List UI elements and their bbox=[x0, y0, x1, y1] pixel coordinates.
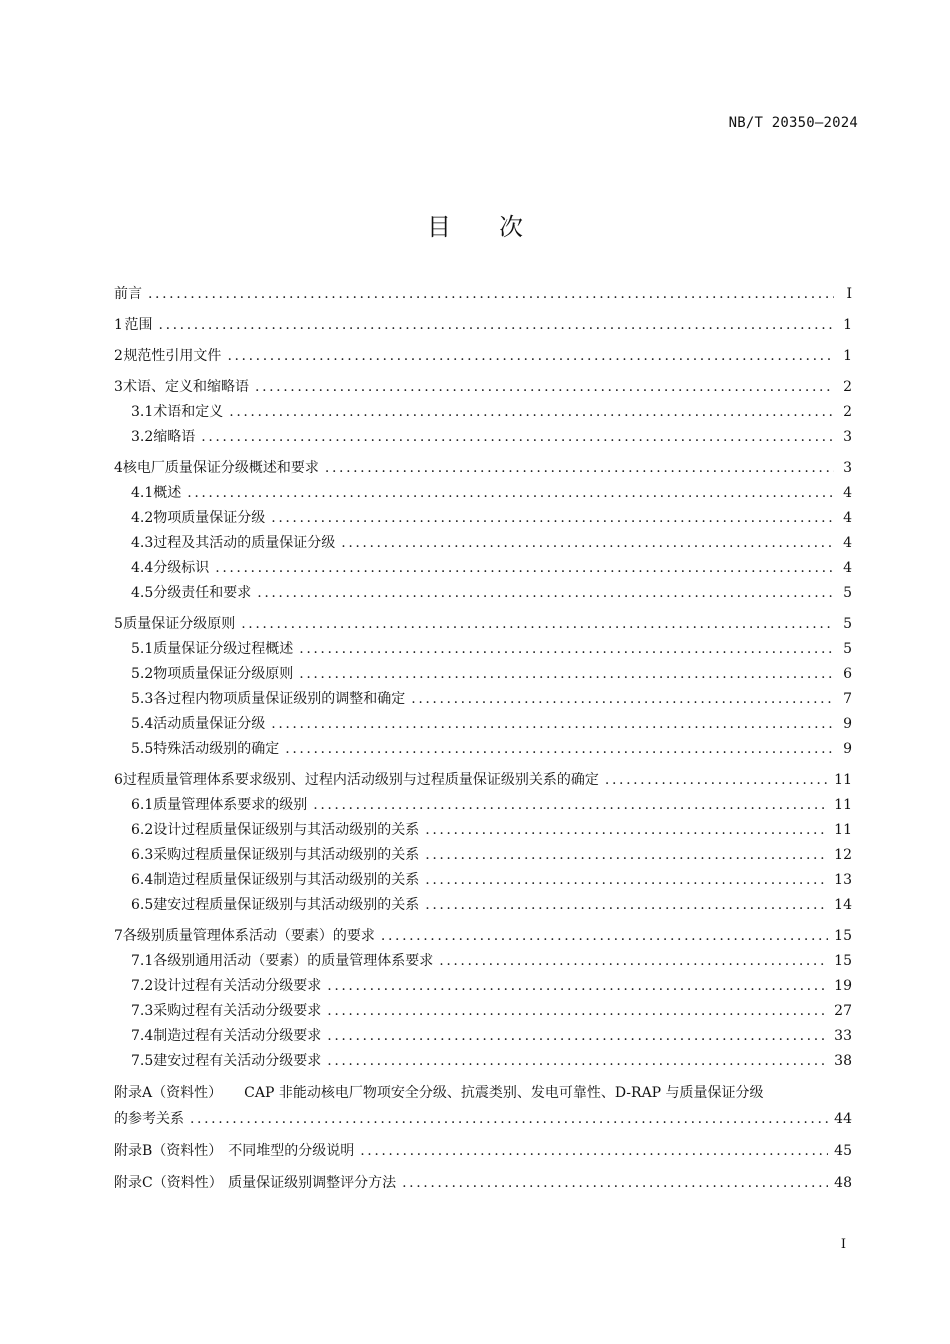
toc-entry-label: 过程及其活动的质量保证分级 bbox=[153, 535, 336, 551]
toc-entry[interactable] bbox=[114, 400, 852, 425]
toc-entry-label: 设计过程质量保证级别与其活动级别的关系 bbox=[153, 822, 420, 838]
leader-dots bbox=[360, 1138, 828, 1164]
toc-annex-c[interactable] bbox=[114, 1170, 852, 1196]
annex-a-prefix: 附录A（资料性） bbox=[114, 1085, 223, 1101]
toc-entry-label: 概述 bbox=[153, 485, 182, 501]
toc-entry[interactable] bbox=[114, 712, 852, 737]
leader-dots bbox=[313, 793, 828, 818]
toc-entry-number: 6.2 bbox=[131, 822, 154, 838]
toc-entry[interactable] bbox=[114, 375, 852, 400]
toc-entry-label: 物项质量保证分级 bbox=[153, 510, 266, 526]
toc-entry[interactable] bbox=[114, 818, 852, 843]
toc-entry-label: 核电厂质量保证分级概述和要求 bbox=[122, 460, 319, 476]
toc-entry[interactable] bbox=[114, 843, 852, 868]
leader-dots bbox=[187, 481, 834, 506]
toc-entry-number: 5 bbox=[114, 616, 123, 632]
toc-entry[interactable] bbox=[114, 737, 852, 762]
toc-entry-label: 各过程内物项质量保证级别的调整和确定 bbox=[153, 691, 406, 707]
leader-dots bbox=[425, 868, 828, 893]
toc-entry-number: 4.5 bbox=[131, 585, 154, 601]
toc-entry-label: 术语、定义和缩略语 bbox=[123, 379, 250, 395]
toc-entry-number: 3.2 bbox=[131, 429, 154, 445]
toc-entry-page: 13 bbox=[834, 872, 852, 888]
leader-dots bbox=[271, 506, 834, 531]
annex-b-prefix: 附录B（资料性） bbox=[114, 1143, 223, 1159]
toc-entry-page: 1 bbox=[843, 317, 852, 333]
toc-entry-page: 3 bbox=[843, 429, 852, 445]
toc-entry-page: 14 bbox=[834, 897, 852, 913]
toc-entry-number: 4.3 bbox=[131, 535, 154, 551]
toc-entry-page: 1 bbox=[843, 348, 852, 364]
toc-entry-page: 4 bbox=[843, 510, 852, 526]
leader-dots bbox=[299, 662, 834, 687]
annex-c-prefix: 附录C（资料性） bbox=[114, 1175, 223, 1191]
leader-dots bbox=[201, 425, 834, 450]
toc-entry-page: 2 bbox=[843, 404, 852, 420]
toc-entry-page: 3 bbox=[843, 460, 852, 476]
toc-entry-label: 质量保证分级过程概述 bbox=[153, 641, 294, 657]
toc-entry-number: 7 bbox=[114, 928, 123, 944]
toc-entry-label: 设计过程有关活动分级要求 bbox=[153, 978, 322, 994]
toc-entry-number: 2 bbox=[114, 348, 123, 364]
leader-dots bbox=[402, 1170, 828, 1196]
leader-dots bbox=[285, 737, 834, 762]
toc-entry-label: 过程质量管理体系要求级别、过程内活动级别与过程质量保证级别关系的确定 bbox=[122, 772, 599, 788]
toc-annex-a[interactable] bbox=[114, 1080, 852, 1132]
toc-entry-number: 3 bbox=[114, 379, 123, 395]
toc-entry-label: 活动质量保证分级 bbox=[153, 716, 266, 732]
toc-entry-number: 7.1 bbox=[131, 953, 154, 969]
toc-entry-label: 术语和定义 bbox=[153, 404, 224, 420]
toc-entry-label: 建安过程质量保证级别与其活动级别的关系 bbox=[153, 897, 420, 913]
toc-entry-number: 6 bbox=[114, 772, 123, 788]
toc-entry-page: 4 bbox=[843, 485, 852, 501]
leader-dots bbox=[257, 581, 834, 606]
toc-entry-page: 38 bbox=[834, 1053, 852, 1069]
toc-entry-label: 制造过程有关活动分级要求 bbox=[153, 1028, 322, 1044]
toc-entry-label: 规范性引用文件 bbox=[123, 348, 222, 364]
annex-b-page: 45 bbox=[834, 1143, 852, 1159]
toc-entry-page: 12 bbox=[834, 847, 852, 863]
toc-entry-number: 4.2 bbox=[131, 510, 154, 526]
leader-dots bbox=[241, 612, 834, 637]
toc-entry-page: 15 bbox=[834, 953, 852, 969]
leader-dots bbox=[255, 375, 834, 400]
toc-entry-page: 33 bbox=[834, 1028, 852, 1044]
toc-entry-number: 7.4 bbox=[131, 1028, 154, 1044]
toc-entry[interactable] bbox=[114, 637, 852, 662]
toc-entry-number: 6.1 bbox=[131, 797, 154, 813]
leader-dots bbox=[605, 768, 828, 793]
toc-entry-page: 11 bbox=[834, 772, 852, 788]
toc-entry-page: I bbox=[846, 286, 852, 302]
leader-dots bbox=[425, 818, 828, 843]
toc-entry-label: 各级别通用活动（要素）的质量管理体系要求 bbox=[153, 953, 434, 969]
leader-dots bbox=[229, 400, 834, 425]
toc-entry-number: 4.4 bbox=[131, 560, 154, 576]
annex-a-page: 44 bbox=[834, 1111, 852, 1127]
toc-entry-label: 制造过程质量保证级别与其活动级别的关系 bbox=[153, 872, 420, 888]
toc-entry-number: 5.2 bbox=[131, 666, 154, 682]
toc-entry-number: 5.1 bbox=[131, 641, 154, 657]
toc-entry[interactable] bbox=[114, 556, 852, 581]
toc-entry[interactable] bbox=[114, 344, 852, 369]
toc-entry-label: 特殊活动级别的确定 bbox=[153, 741, 280, 757]
toc-entry[interactable] bbox=[114, 506, 852, 531]
toc-entry-page: 5 bbox=[843, 585, 852, 601]
toc-entry-number: 7.5 bbox=[131, 1053, 154, 1069]
toc-entry[interactable] bbox=[114, 612, 852, 637]
annex-c-title: 质量保证级别调整评分方法 bbox=[228, 1175, 397, 1191]
toc-entry[interactable] bbox=[114, 793, 852, 818]
toc-entry-label: 质量管理体系要求的级别 bbox=[153, 797, 308, 813]
leader-dots bbox=[215, 556, 834, 581]
toc-entry[interactable] bbox=[114, 282, 852, 307]
toc-entry-page: 11 bbox=[834, 797, 852, 813]
toc-entry[interactable] bbox=[114, 313, 852, 338]
toc-entry-number: 6.4 bbox=[131, 872, 154, 888]
leader-dots bbox=[327, 974, 828, 999]
toc-entry-label: 建安过程有关活动分级要求 bbox=[153, 1053, 322, 1069]
leader-dots bbox=[439, 949, 828, 974]
toc-entry-number: 6.3 bbox=[131, 847, 154, 863]
toc-entry-label: 采购过程质量保证级别与其活动级别的关系 bbox=[153, 847, 420, 863]
leader-dots bbox=[327, 999, 828, 1024]
toc-entry-page: 6 bbox=[843, 666, 852, 682]
toc-entry-page: 9 bbox=[843, 741, 852, 757]
toc-entry[interactable] bbox=[114, 868, 852, 893]
toc-entry-number: 5.3 bbox=[131, 691, 154, 707]
toc-entry-page: 5 bbox=[843, 641, 852, 657]
toc-entry-number: 6.5 bbox=[131, 897, 154, 913]
page-title bbox=[0, 207, 950, 242]
leader-dots bbox=[227, 344, 834, 369]
toc-entry-number: 7.3 bbox=[131, 1003, 154, 1019]
toc-entry-page: 4 bbox=[843, 535, 852, 551]
annex-c-page: 48 bbox=[834, 1175, 852, 1191]
toc-entry-label: 质量保证分级原则 bbox=[123, 616, 236, 632]
toc-entry[interactable] bbox=[114, 425, 852, 450]
toc-entry[interactable] bbox=[114, 1024, 852, 1049]
toc-entry[interactable] bbox=[114, 456, 852, 481]
toc-entry-page: 5 bbox=[843, 616, 852, 632]
table-of-contents bbox=[114, 282, 852, 1196]
toc-entry-page: 2 bbox=[843, 379, 852, 395]
toc-entry-page: 15 bbox=[834, 928, 852, 944]
title-char-2: 次 bbox=[499, 213, 523, 241]
toc-entry-page: 4 bbox=[843, 560, 852, 576]
leader-dots bbox=[190, 1106, 828, 1132]
toc-entry-label: 前言 bbox=[114, 286, 142, 302]
standard-code: NB/T 20350—2024 bbox=[728, 115, 858, 131]
toc-entry-label: 分级责任和要求 bbox=[153, 585, 252, 601]
leader-dots bbox=[425, 893, 828, 918]
toc-entry[interactable] bbox=[114, 999, 852, 1024]
toc-entry-label: 缩略语 bbox=[153, 429, 196, 445]
toc-entry-number: 5.5 bbox=[131, 741, 154, 757]
leader-dots bbox=[159, 313, 834, 338]
toc-entry[interactable] bbox=[114, 1049, 852, 1074]
toc-entry-label: 范围 bbox=[124, 317, 153, 333]
leader-dots bbox=[148, 282, 834, 307]
toc-entry[interactable] bbox=[114, 531, 852, 556]
toc-entry-number: 7.2 bbox=[131, 978, 154, 994]
annex-b-title: 不同堆型的分级说明 bbox=[228, 1143, 355, 1159]
toc-entry-label: 采购过程有关活动分级要求 bbox=[153, 1003, 322, 1019]
toc-entry[interactable] bbox=[114, 687, 852, 712]
toc-entry-number: 4 bbox=[114, 460, 123, 476]
toc-entry[interactable] bbox=[114, 974, 852, 999]
toc-entry[interactable] bbox=[114, 581, 852, 606]
toc-entry-label: 物项质量保证分级原则 bbox=[153, 666, 294, 682]
toc-entry-page: 11 bbox=[834, 822, 852, 838]
toc-entry-number: 3.1 bbox=[131, 404, 154, 420]
leader-dots bbox=[327, 1049, 828, 1074]
leader-dots bbox=[381, 924, 828, 949]
leader-dots bbox=[341, 531, 834, 556]
toc-entry-page: 7 bbox=[843, 691, 852, 707]
toc-annex-b[interactable] bbox=[114, 1138, 852, 1164]
leader-dots bbox=[327, 1024, 828, 1049]
toc-entry[interactable] bbox=[114, 768, 852, 793]
toc-entry[interactable] bbox=[114, 924, 852, 949]
toc-entry-page: 19 bbox=[834, 978, 852, 994]
footer-page-number: I bbox=[840, 1237, 846, 1252]
leader-dots bbox=[271, 712, 834, 737]
toc-entry-label: 各级别质量管理体系活动（要素）的要求 bbox=[122, 928, 375, 944]
toc-entry[interactable] bbox=[114, 949, 852, 974]
annex-a-title-line2: 的参考关系 bbox=[114, 1111, 184, 1127]
toc-entry-page: 27 bbox=[834, 1003, 852, 1019]
title-char-1: 目 bbox=[427, 213, 451, 241]
leader-dots bbox=[325, 456, 834, 481]
toc-entry-label: 分级标识 bbox=[153, 560, 210, 576]
toc-entry[interactable] bbox=[114, 662, 852, 687]
toc-entry-number: 5.4 bbox=[131, 716, 154, 732]
toc-entry-number: 1 bbox=[114, 317, 123, 333]
annex-a-title-line1: CAP 非能动核电厂物项安全分级、抗震类别、发电可靠性、D-RAP 与质量保证分级 bbox=[244, 1085, 764, 1101]
leader-dots bbox=[411, 687, 834, 712]
toc-entry-page: 9 bbox=[843, 716, 852, 732]
toc-entry[interactable] bbox=[114, 481, 852, 506]
leader-dots bbox=[425, 843, 828, 868]
toc-entry[interactable] bbox=[114, 893, 852, 918]
toc-entry-number: 4.1 bbox=[131, 485, 154, 501]
leader-dots bbox=[299, 637, 834, 662]
